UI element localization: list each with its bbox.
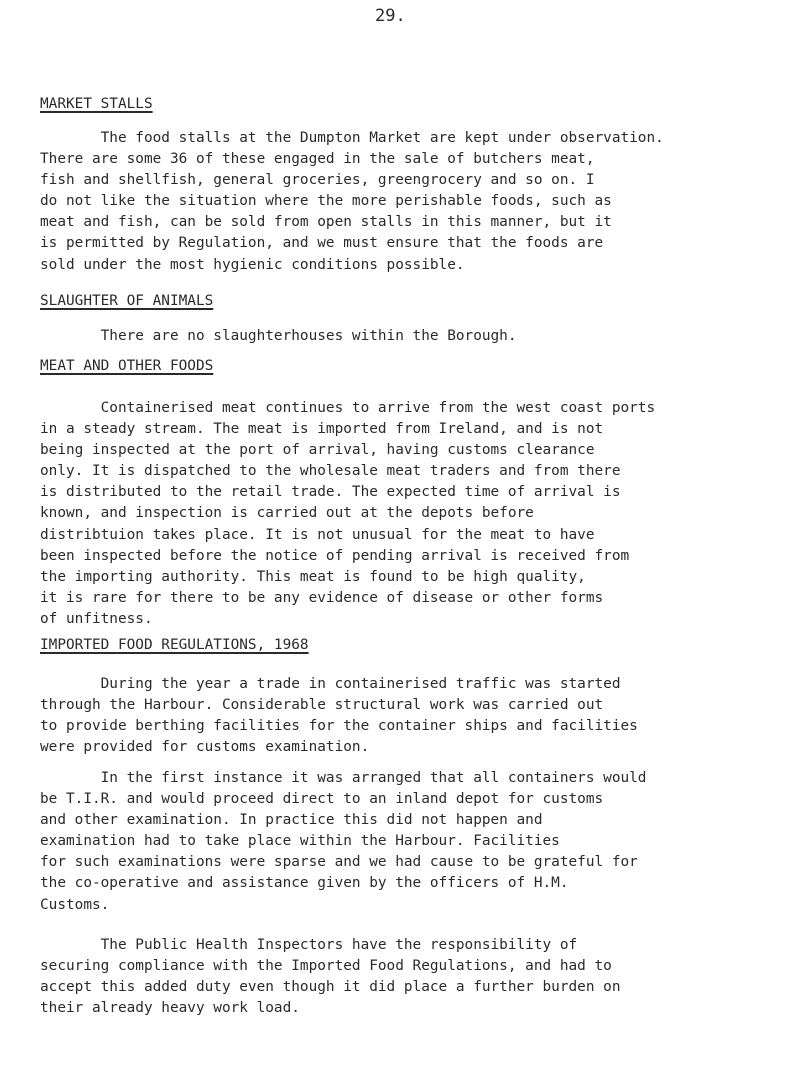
paragraph-market-stalls xyxy=(40,128,770,276)
text-line: only. It is dispatched to the wholesale meat traders and from there xyxy=(40,463,621,480)
text-line: their already heavy work load. xyxy=(40,1000,300,1017)
text-line: it is rare for there to be any evidence of disease or other forms xyxy=(40,589,604,606)
paragraph-meat-and-other-foods xyxy=(40,398,770,630)
text-line: were provided for customs examination. xyxy=(40,739,370,756)
text-line: There are some 36 of these engaged in the sale of butchers meat, xyxy=(40,151,595,168)
heading-meat-and-other-foods: MEAT AND OTHER FOODS xyxy=(40,358,214,374)
text-line: meat and fish, can be sold from open stalls in this manner, but it xyxy=(40,214,612,231)
text-line: Containerised meat continues to arrive from the west coast ports xyxy=(40,400,656,416)
text-line: In the first instance it was arranged that all containers would xyxy=(40,770,647,786)
text-line: being inspected at the port of arrival, having customs clearance xyxy=(40,442,595,459)
text-line: accept this added duty even though it did place a further burden on xyxy=(40,979,621,996)
text-line: been inspected before the notice of pending arrival is received from xyxy=(40,547,630,564)
paragraph-public-health-inspectors xyxy=(40,935,770,1019)
text-line: distribtuion takes place. It is not unusual for the meat to have xyxy=(40,526,595,543)
text-line: for such examinations were sparse and we had cause to be grateful for xyxy=(40,854,638,871)
heading-imported-food-regulations: IMPORTED FOOD REGULATIONS, 1968 xyxy=(40,637,309,653)
text-line: through the Harbour. Considerable structural work was carried out xyxy=(40,697,604,714)
text-line: Customs. xyxy=(40,896,110,913)
text-line: There are no slaughterhouses within the Borough. xyxy=(40,328,517,344)
text-line: be T.I.R. and would proceed direct to an inland depot for customs xyxy=(40,791,604,808)
text-line: in a steady stream. The meat is imported from Ireland, and is not xyxy=(40,421,604,438)
text-line: the importing authority. This meat is found to be high quality, xyxy=(40,568,586,585)
paragraph-container-trade xyxy=(40,674,770,758)
page-number: 29. xyxy=(375,6,406,26)
paragraph-customs-examination xyxy=(40,768,770,916)
text-line: The food stalls at the Dumpton Market are kept under observation. xyxy=(40,130,664,146)
text-line: and other examination. In practice this did not happen and xyxy=(40,812,543,829)
text-line: During the year a trade in containerised traffic was started xyxy=(40,676,621,692)
text-line: of unfitness. xyxy=(40,610,153,627)
text-line: the co-operative and assistance given by the officers of H.M. xyxy=(40,875,569,892)
text-line: sold under the most hygienic conditions possible. xyxy=(40,256,465,273)
text-line: The Public Health Inspectors have the responsibility of xyxy=(40,937,578,953)
text-line: do not like the situation where the more perishable foods, such as xyxy=(40,193,612,210)
heading-slaughter-of-animals: SLAUGHTER OF ANIMALS xyxy=(40,293,214,309)
text-line: examination had to take place within the Harbour. Facilities xyxy=(40,833,560,850)
text-line: is permitted by Regulation, and we must ensure that the foods are xyxy=(40,235,604,252)
text-line: known, and inspection is carried out at the depots before xyxy=(40,505,534,522)
text-line: is distributed to the retail trade. The expected time of arrival is xyxy=(40,484,621,501)
paragraph-slaughter-of-animals xyxy=(40,326,770,347)
text-line: securing compliance with the Imported Food Regulations, and had to xyxy=(40,958,612,975)
text-line: fish and shellfish, general groceries, greengrocery and so on. I xyxy=(40,172,595,189)
text-line: to provide berthing facilities for the container ships and facilities xyxy=(40,718,638,735)
heading-market-stalls: MARKET STALLS xyxy=(40,96,153,112)
